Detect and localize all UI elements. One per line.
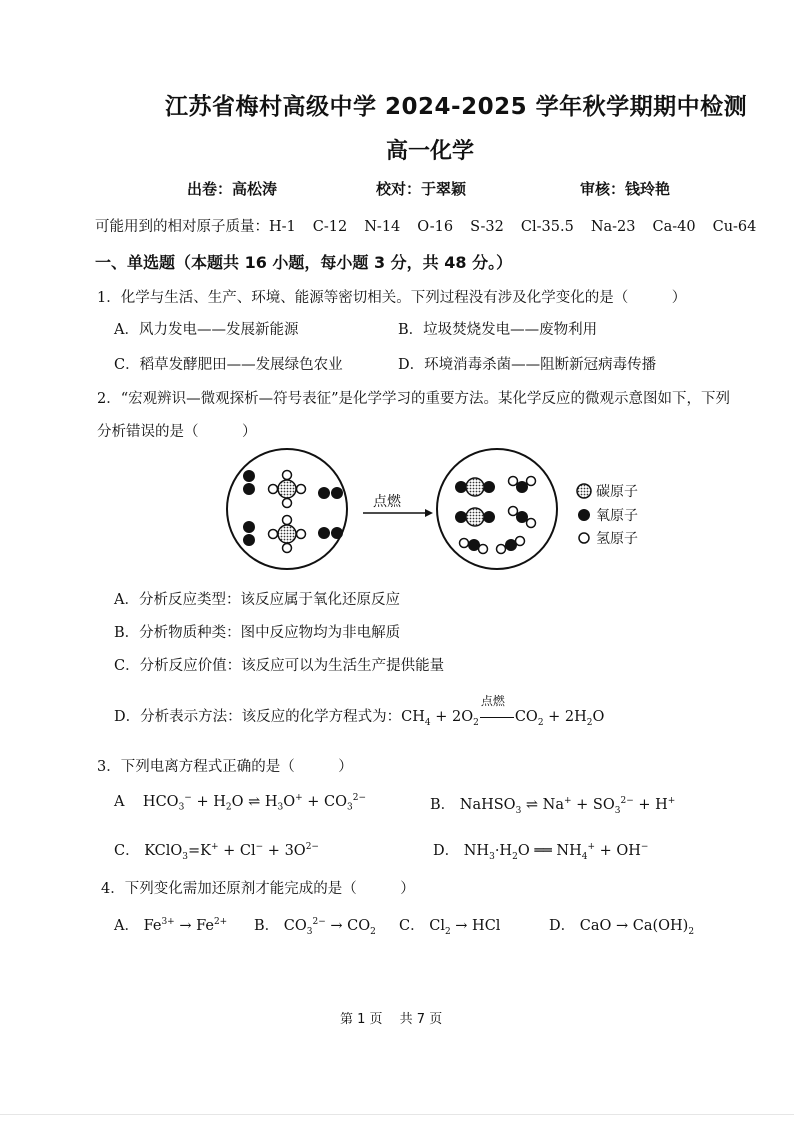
q3-stem: 3．下列电离方程式正确的是（ ） xyxy=(97,759,353,775)
q2-option-b: B．分析物质种类：图中反应物均为非电解质 xyxy=(114,625,401,641)
atomic-mass-item: O-16 xyxy=(417,219,454,235)
q3-option-c: C． KClO$_3$=K+ + $Cl^- + 3O^{2-}$ xyxy=(114,842,319,862)
setter: 出卷：高松涛 xyxy=(187,180,278,198)
water-molecule xyxy=(509,477,536,494)
atomic-mass-item: H-1 xyxy=(269,219,296,235)
q4-stem: 4．下列变化需加还原剂才能完成的是（ ） xyxy=(101,881,415,897)
reviewer: 审核：钱玲艳 xyxy=(580,180,671,198)
q4-option-d-label: D． xyxy=(549,918,576,934)
q3-option-a: A $HCO_3^- + H_2O$ ⇌ $H_3O^+ + CO_3^{2-}$ xyxy=(114,793,367,813)
carbon-dioxide-molecule xyxy=(455,508,495,526)
atomic-mass-item: Na-23 xyxy=(590,219,636,235)
q4-option-d: D． CaO → $Ca(OH)_2$ xyxy=(549,918,695,937)
q4-option-b: B． $CO_3^{2-} \to CO_2$ xyxy=(254,917,376,937)
products-circle xyxy=(437,449,557,569)
q2-stem-line1: 2．“宏观辨识—微观探析—符号表征”是化学学习的重要方法。某化学反应的微观示意图如下，下列 xyxy=(97,391,731,407)
atomic-mass-item: S-32 xyxy=(470,219,504,235)
q2-option-c: C．分析反应价值：该反应可以为生活生产提供能量 xyxy=(114,658,445,674)
q4-option-b-label: B． xyxy=(254,918,280,934)
q3-option-a-label: A xyxy=(114,793,125,810)
q1-option-d: D．环境消毒杀菌——阻断新冠病毒传播 xyxy=(398,357,657,373)
combustion-equation: $CH_4 + 2O_2$ 点燃 $CO_2 + 2H_2O$ xyxy=(401,694,605,728)
q3-option-d: D． $NH_3\cdot H_2O$ ══ $NH_4^+ + OH^-$ xyxy=(433,842,649,862)
q3-option-b-label: B． xyxy=(430,797,456,813)
oxygen-molecule xyxy=(243,521,255,546)
carbon-atom-icon xyxy=(577,484,591,498)
q1-option-c: C．稻草发酵肥田——发展绿色农业 xyxy=(114,357,343,373)
methane-molecule xyxy=(269,471,306,508)
atomic-masses xyxy=(95,215,756,236)
water-molecule xyxy=(509,507,536,528)
legend-carbon: 碳原子 xyxy=(596,484,638,500)
arrow-label: 点燃 xyxy=(373,494,401,510)
carbon-dioxide-molecule xyxy=(455,478,495,496)
atomic-mass-item: Ca-40 xyxy=(652,219,696,235)
q2-stem-line2: 分析错误的是（ ） xyxy=(97,424,257,440)
q1-option-b: B．垃圾焚烧发电——废物利用 xyxy=(398,322,598,338)
proofreader: 校对：于翠颖 xyxy=(376,180,467,198)
atomic-mass-item: Cl-35.5 xyxy=(520,219,574,235)
reactants-circle xyxy=(227,449,347,569)
atomic-mass-item: N-14 xyxy=(364,219,401,235)
water-molecule xyxy=(460,539,488,554)
legend-hydrogen: 氢原子 xyxy=(596,531,638,547)
q2-option-a: A．分析反应类型：该反应属于氧化还原反应 xyxy=(114,592,400,608)
atomic-mass-item: Cu-64 xyxy=(712,219,757,235)
oxygen-atom-icon xyxy=(578,509,590,521)
q1-option-a: A．风力发电——发展新能源 xyxy=(114,322,299,338)
q2-option-d xyxy=(114,694,605,728)
oxygen-molecule xyxy=(243,470,255,495)
diagram-legend xyxy=(577,484,638,547)
reaction-diagram xyxy=(220,445,670,580)
q4-option-a-label: A． xyxy=(114,918,139,934)
water-molecule xyxy=(497,537,525,554)
equation-condition: 点燃 xyxy=(480,694,505,708)
q4-option-c: C． $Cl_2$ → HCl xyxy=(399,918,501,937)
methane-molecule xyxy=(269,516,306,553)
page-edge-divider xyxy=(0,1114,794,1115)
q4-option-a: A． $Fe^{3+} \to Fe^{2+}$ xyxy=(114,917,228,934)
page-title: 江苏省梅村高级中学 2024-2025 学年秋学期期中检测 xyxy=(165,94,748,120)
atomic-masses-label: 可能用到的相对原子质量： xyxy=(95,219,269,235)
subject-title: 高一化学 xyxy=(386,139,475,164)
hydrogen-atom-icon xyxy=(579,533,589,543)
atomic-mass-item: C-12 xyxy=(312,219,348,235)
section-heading: 一、单选题（本题共 16 小题，每小题 3 分，共 48 分。） xyxy=(95,253,513,272)
page-number: 第 1 页 共 7 页 xyxy=(340,1012,443,1027)
q2-option-d-prefix: D．分析表示方法：该反应的化学方程式为： xyxy=(114,709,402,725)
q3-option-c-label: C． xyxy=(114,843,140,859)
legend-oxygen: 氧原子 xyxy=(596,508,638,524)
q4-option-c-label: C． xyxy=(399,918,425,934)
oxygen-molecule xyxy=(318,487,343,499)
oxygen-molecule xyxy=(318,527,343,539)
q3-option-b: B． NaHSO$_3$ ⇌ $Na^+ + SO_3^{2-} + H^+$ xyxy=(430,796,676,816)
q3-option-d-label: D． xyxy=(433,843,460,859)
q1-stem: 1．化学与生活、生产、环境、能源等密切相关。下列过程没有涉及化学变化的是（ ） xyxy=(97,290,687,306)
reaction-arrow xyxy=(363,509,433,517)
